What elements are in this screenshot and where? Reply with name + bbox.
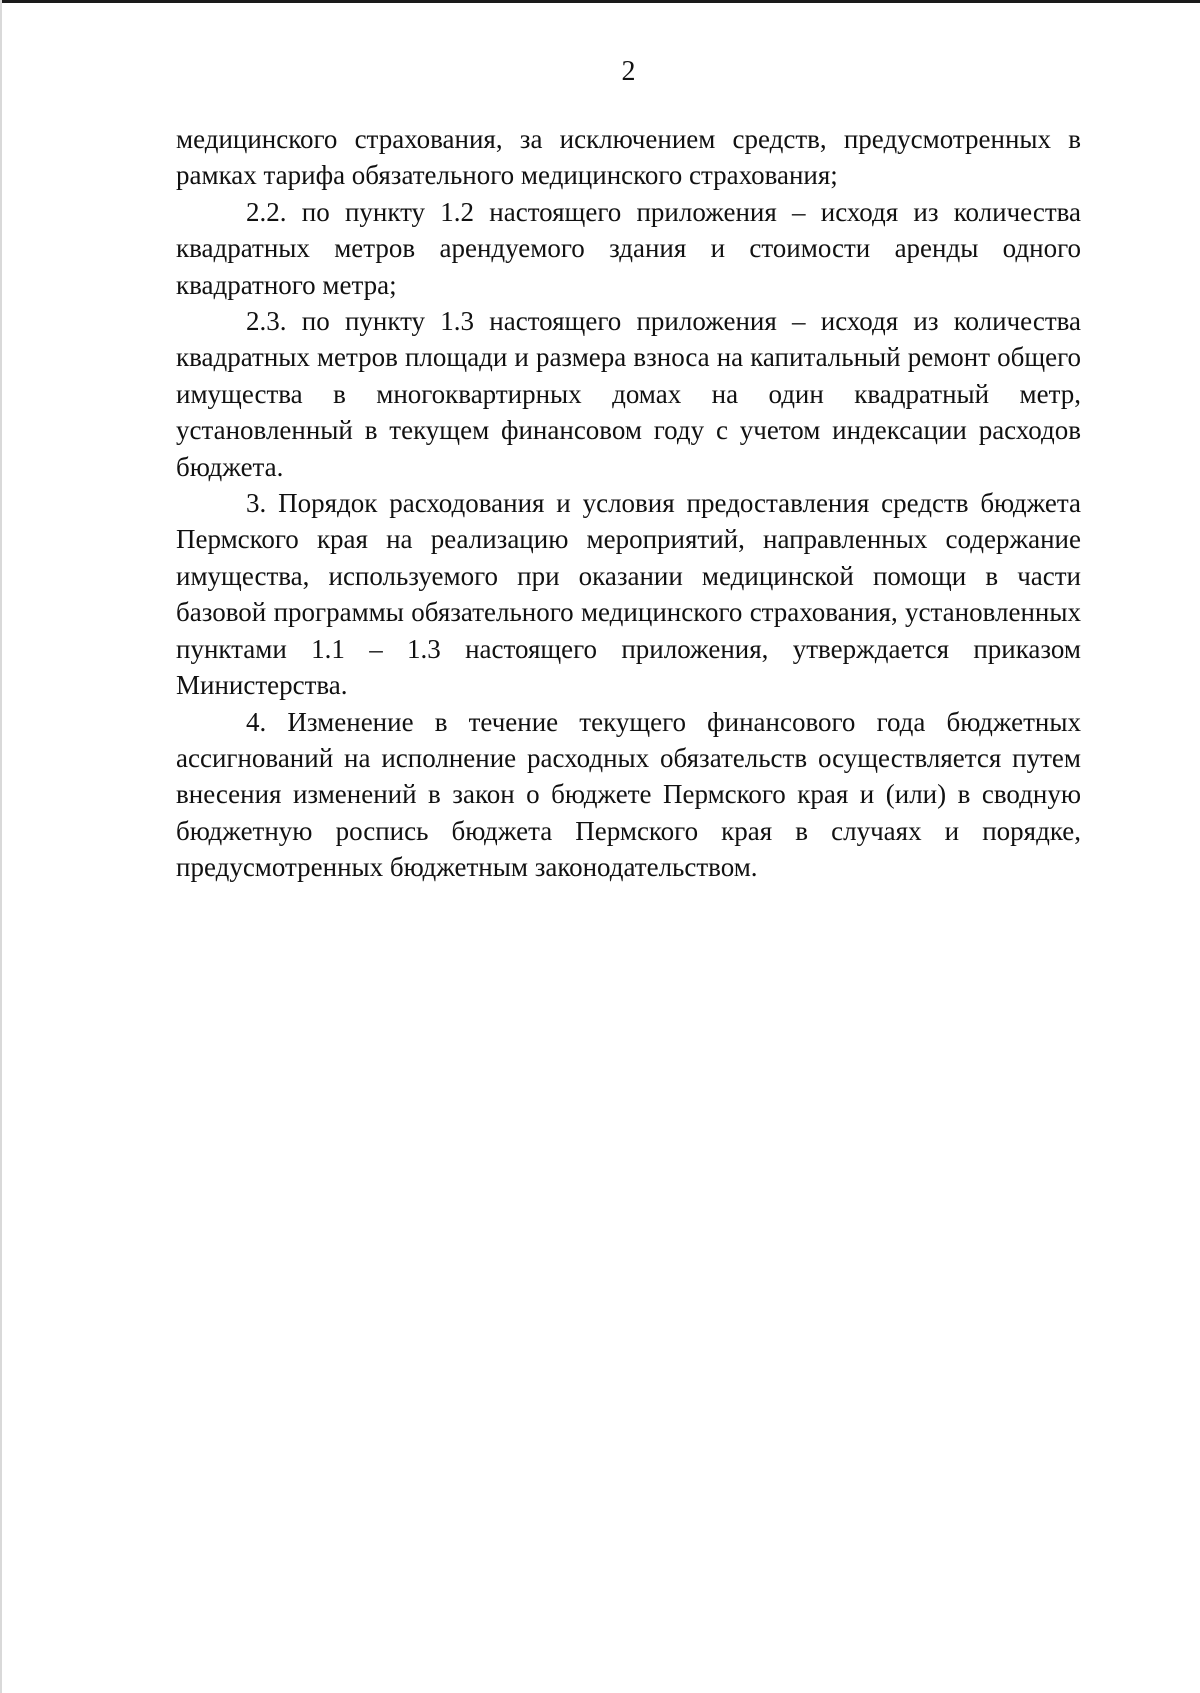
paragraph-2-2: 2.2. по пункту 1.2 настоящего приложения – исходя из количества квадратных метров арендуемого здания и стоимости аренды одного квадратного метра; <box>176 196 1081 300</box>
document-body <box>176 121 1081 886</box>
paragraph-3: 3. Порядок расходования и условия предоставления средств бюджета Пермского края на реализацию мероприятий, направленных содержание имущества, используемого при оказании медицинской помощи в части базовой программы обязательного медицинского страхования, установленных пунктами 1.1 – 1.3 настоящего приложения, утверждается приказом Министерства. <box>176 488 1081 701</box>
paragraph-4: 4. Изменение в течение текущего финансового года бюджетных ассигнований на исполнение расходных обязательств осуществляется путем внесения изменений в закон о бюджете Пермского края и (или) в сводную бюджетную роспись бюджета Пермского края в случаях и порядке, предусмотренных бюджетным законодательством. <box>176 706 1081 883</box>
paragraph-2-3: 2.3. по пункту 1.3 настоящего приложения – исходя из количества квадратных метров площади и размера взноса на капитальный ремонт общего имущества в многоквартирных домах на один квадратный метр, установленный в текущем финансовом году с учетом индексации расходов бюджета. <box>176 306 1081 482</box>
paragraph-continuation: медицинского страхования, за исключением средств, предусмотренных в рамках тарифа обязательного медицинского страхования; <box>176 124 1081 191</box>
page-number: 2 <box>621 56 636 87</box>
scan-border-left <box>0 0 2 1693</box>
scan-border-top <box>0 0 1200 3</box>
